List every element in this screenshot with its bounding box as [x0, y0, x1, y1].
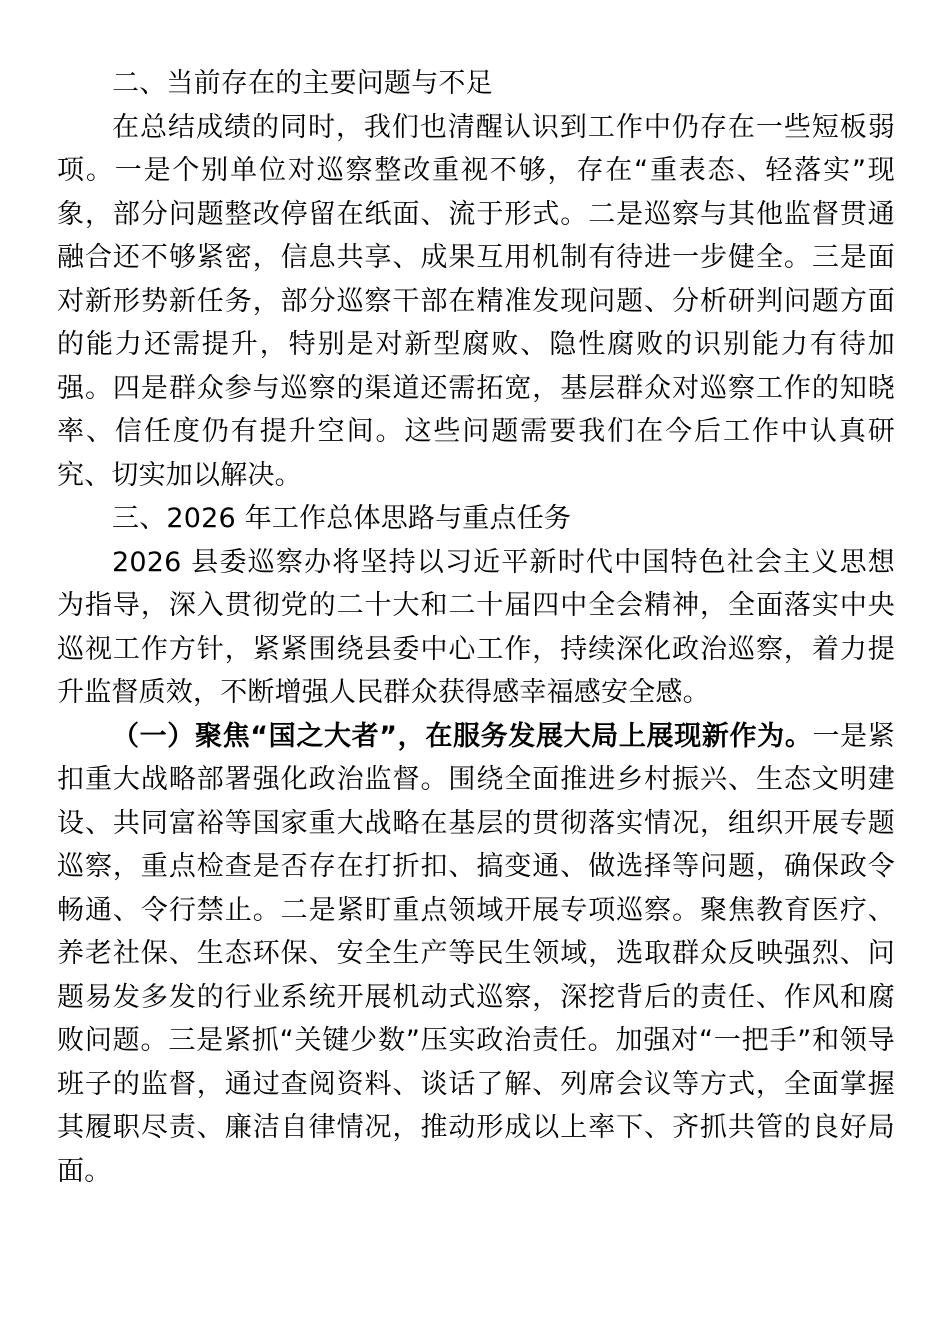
subsection-one-body: 一是紧扣重大战略部署强化政治监督。围绕全面推进乡村振兴、生态文明建设、共同富裕等国家重大战略在基层的贯彻落实情况，组织开展专题巡察，重点检查是否存在打折扣、搞变通、做选择等问题，确保政令畅通、令行禁止。二是紧盯重点领域开展专项巡察。聚焦教育医疗、养老社保、生态环保、安全生产等民生领域，选取群众反映强烈、问题易发多发的行业系统开展机动式巡察，深挖背后的责任、作风和腐败问题。三是紧抓“关键少数”压实政治责任。加强对“一把手”和领导班子的监督，通过查阅资料、谈话了解、列席会议等方式，全面掌握其履职尽责、廉洁自律情况，推动形成以上率下、齐抓共管的良好局面。	[57, 720, 895, 1187]
document-body	[57, 62, 895, 1193]
paragraph-current-problems: 在总结成绩的同时，我们也清醒认识到工作中仍存在一些短板弱项。一是个别单位对巡察整改重视不够，存在“重表态、轻落实”现象，部分问题整改停留在纸面、流于形式。二是巡察与其他监督贯通融合还不够紧密，信息共享、成果互用机制有待进一步健全。三是面对新形势新任务，部分巡察干部在精准发现问题、分析研判问题方面的能力还需提升，特别是对新型腐败、隐性腐败的识别能力有待加强。四是群众参与巡察的渠道还需拓宽，基层群众对巡察工作的知晓率、信任度仍有提升空间。这些问题需要我们在今后工作中认真研究、切实加以解决。	[57, 111, 895, 491]
paragraph-guiding-thought: 2026 县委巡察办将坚持以习近平新时代中国特色社会主义思想为指导，深入贯彻党的二十大和二十届四中全会精神，全面落实中央巡视工作方针，紧紧围绕县委中心工作，持续深化政治巡察，着力提升监督质效，不断增强人民群众获得感幸福感安全感。	[57, 546, 895, 708]
subsection-one-lead-in: （一）聚焦“国之大者”，在服务发展大局上展现新作为。	[112, 720, 813, 752]
section-heading-three: 三、2026 年工作总体思路与重点任务	[112, 503, 572, 534]
paragraph-subsection-one	[57, 715, 895, 1194]
section-heading-two: 二、当前存在的主要问题与不足	[112, 68, 493, 99]
